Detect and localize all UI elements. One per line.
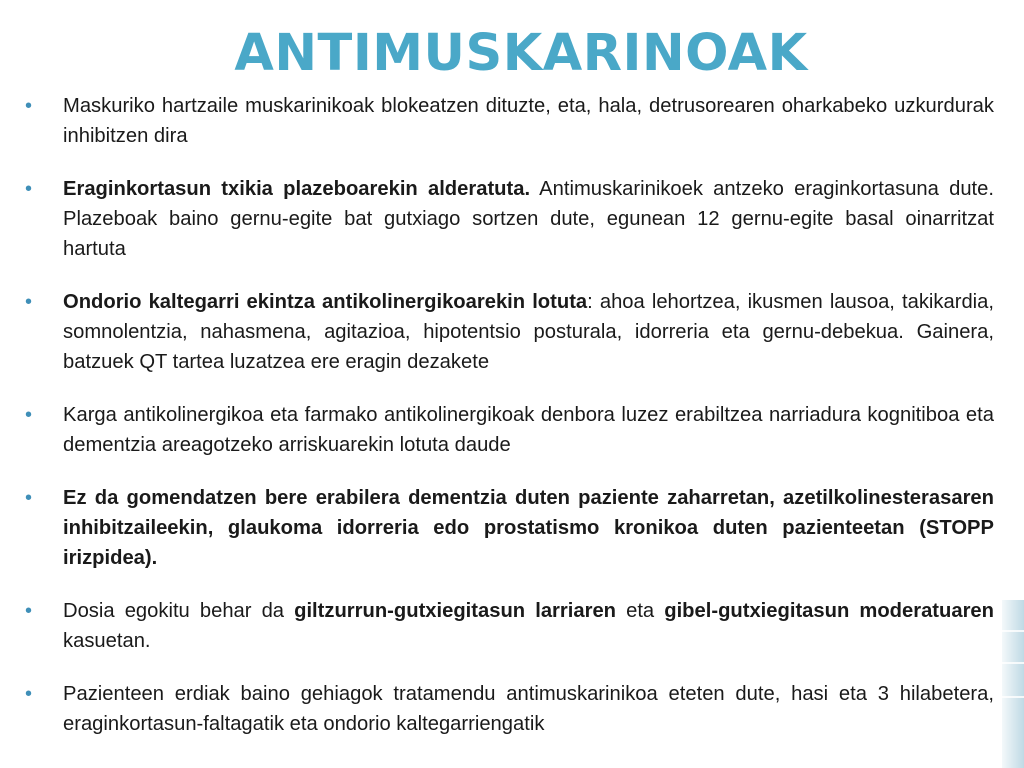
bullet-dot-icon: • <box>25 404 33 426</box>
bullet-dot-icon: • <box>25 600 33 622</box>
bullet-dot-icon: • <box>25 178 33 200</box>
decorative-line <box>1002 630 1024 632</box>
bullet-item <box>24 174 994 264</box>
slide-title: ANTIMUSKARINOAK <box>234 24 808 83</box>
bold-text-segment: gibel-gutxiegitasun moderatuaren <box>664 600 994 622</box>
decorative-line <box>1002 662 1024 664</box>
text-segment: Antimuskarinikoek antzeko eraginkortasuna dute. Plazeboak baino gernu-egite bat gutxiago sortzen dute, egunean 12 gernu-egite basal oinarritzat hartuta <box>63 178 994 260</box>
decorative-side-graphic <box>1002 600 1024 768</box>
bullet-item <box>24 596 994 656</box>
decorative-line <box>1002 696 1024 698</box>
bullet-item <box>24 483 994 573</box>
bullet-text <box>63 600 994 652</box>
bullet-item <box>24 287 994 377</box>
bullet-dot-icon: • <box>25 95 33 117</box>
bullet-dot-icon: • <box>25 291 33 313</box>
bullet-text <box>63 487 994 569</box>
text-segment: eta <box>616 600 665 622</box>
text-segment: Karga antikolinergikoa eta farmako antikolinergikoak denbora luzez erabiltzea narriadura kognitiboa eta dementzia areagotzeko arriskuarekin lotuta daude <box>63 404 994 456</box>
text-segment: kasuetan. <box>63 630 151 652</box>
bullet-dot-icon: • <box>25 683 33 705</box>
bullet-list <box>24 91 994 762</box>
bullet-item <box>24 400 994 460</box>
bullet-text <box>63 95 994 147</box>
text-segment: Dosia egokitu behar da <box>63 600 295 622</box>
bullet-text <box>63 683 994 735</box>
bullet-text <box>63 291 994 373</box>
text-segment: : ahoa lehortzea, ikusmen lausoa, takikardia, somnolentzia, nahasmena, agitazioa, hipotentsio posturala, idorreria eta gernu-debekua. Gainera, batzuek QT tartea luzatzea ere eragin dezakete <box>63 291 995 373</box>
bold-text-segment: giltzurrun-gutxiegitasun larriaren <box>294 600 617 622</box>
bold-text-segment: Eraginkortasun txikia plazeboarekin alderatuta. <box>63 178 531 200</box>
bullet-item <box>24 91 994 151</box>
bold-text-segment: Ondorio kaltegarri ekintza antikolinergikoarekin lotuta <box>63 291 588 313</box>
bullet-dot-icon: • <box>25 487 33 509</box>
bullet-text <box>63 404 994 456</box>
text-segment: Pazienteen erdiak baino gehiagok tratamendu antimuskarinikoa eteten dute, hasi eta 3 hilabetera, eraginkortasun-faltagatik eta ondorio kaltegarriengatik <box>63 683 994 735</box>
bullet-item <box>24 679 994 739</box>
bullet-text <box>63 178 994 260</box>
bold-text-segment: Ez da gomendatzen bere erabilera dementzia duten paziente zaharretan, azetilkolinesterasaren inhibitzaileekin, glaukoma idorreria edo prostatismo kronikoa duten pazienteetan (STOPP irizpidea). <box>63 487 994 569</box>
text-segment: Maskuriko hartzaile muskarinikoak blokeatzen dituzte, eta, hala, detrusorearen oharkabeko uzkurdurak inhibitzen dira <box>63 95 994 147</box>
